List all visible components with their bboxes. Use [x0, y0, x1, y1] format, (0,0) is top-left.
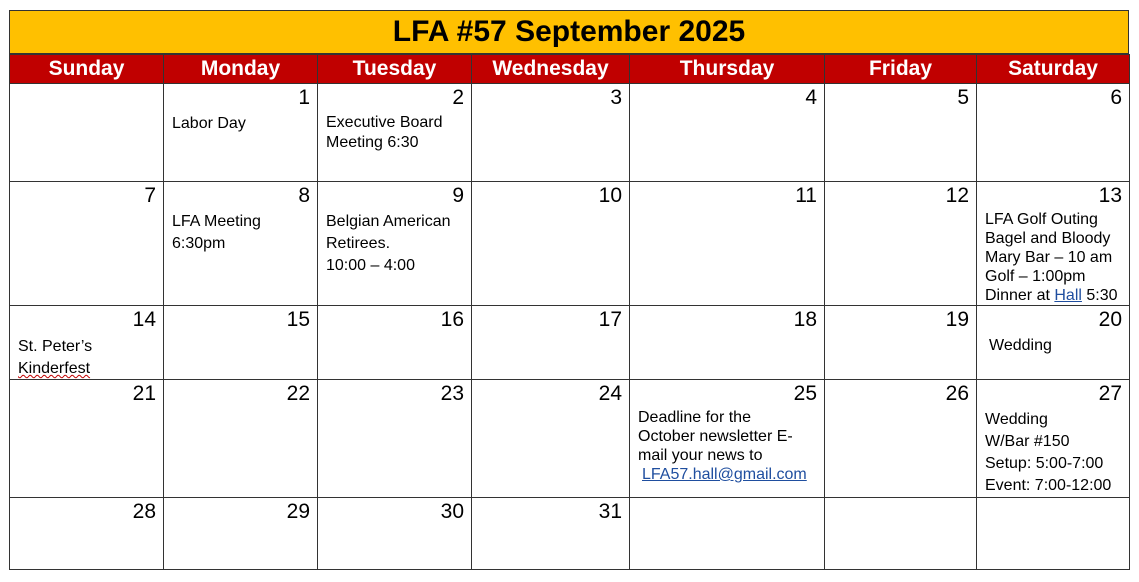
- day-number: 11: [795, 184, 817, 207]
- event-line: LFA Meeting: [172, 213, 261, 230]
- day-number: 20: [1098, 308, 1122, 331]
- day-number: 31: [598, 500, 622, 523]
- day-events: [985, 210, 1125, 305]
- day-number: 1: [298, 86, 310, 109]
- day-events: [985, 409, 1125, 497]
- day-cell-23: [318, 380, 472, 498]
- event-line: Retirees.: [326, 235, 391, 252]
- day-number: 3: [610, 86, 622, 109]
- day-events: [326, 211, 467, 277]
- day-cell-24: [472, 380, 630, 498]
- day-number: 21: [132, 382, 156, 405]
- day-cell-1: [164, 84, 318, 182]
- day-cell-empty: [825, 498, 977, 570]
- day-cell-10: [472, 182, 630, 306]
- event-line: 10:00 – 4:00: [326, 257, 415, 274]
- event-line: Kinderfest: [18, 360, 91, 377]
- event-line: Golf – 1:00pm: [985, 268, 1086, 285]
- day-cell-8: [164, 182, 318, 306]
- day-number: 15: [286, 308, 310, 331]
- event-line: Event: 7:00-12:00: [985, 477, 1112, 494]
- event-line: Meeting 6:30: [326, 134, 419, 151]
- day-number: 27: [1098, 382, 1122, 405]
- calendar-grid: [9, 54, 1130, 570]
- week-row-1: [10, 84, 1130, 182]
- day-number: 24: [598, 382, 622, 405]
- weekday-tuesday: Tuesday: [318, 55, 472, 84]
- day-number: 4: [805, 86, 817, 109]
- day-events: [989, 336, 1125, 356]
- day-cell-31: [472, 498, 630, 570]
- event-line: [985, 286, 1125, 305]
- event-line: [638, 465, 820, 484]
- day-number: 2: [452, 86, 464, 109]
- day-number: 23: [440, 382, 464, 405]
- day-events: [172, 211, 313, 255]
- day-cell-26: [825, 380, 977, 498]
- day-number: 22: [286, 382, 310, 405]
- week-row-2: [10, 182, 1130, 306]
- day-cell-14: [10, 306, 164, 380]
- day-cell-empty: [10, 84, 164, 182]
- day-cell-6: [977, 84, 1130, 182]
- weekday-monday: Monday: [164, 55, 318, 84]
- day-cell-3: [472, 84, 630, 182]
- event-text: 5:30: [1086, 287, 1118, 304]
- week-row-5: [10, 498, 1130, 570]
- day-number: 12: [945, 184, 969, 207]
- week-row-3: [10, 306, 1130, 380]
- weekday-wednesday: Wednesday: [472, 55, 630, 84]
- event-line: mail your news to: [638, 447, 763, 464]
- event-line: Wedding: [989, 337, 1052, 354]
- event-line: Deadline for the: [638, 409, 751, 426]
- day-cell-22: [164, 380, 318, 498]
- day-events: [172, 114, 313, 134]
- email-link[interactable]: LFA57.hall@gmail.com: [642, 466, 807, 483]
- day-number: 26: [945, 382, 969, 405]
- event-line: W/Bar #150: [985, 433, 1070, 450]
- event-line: October newsletter E-: [638, 428, 793, 445]
- day-number: 5: [957, 86, 969, 109]
- day-number: 14: [132, 308, 156, 331]
- weekday-sunday: Sunday: [10, 55, 164, 84]
- day-number: 18: [793, 308, 817, 331]
- day-cell-7: [10, 182, 164, 306]
- day-number: 17: [598, 308, 622, 331]
- day-cell-28: [10, 498, 164, 570]
- day-number: 6: [1110, 86, 1122, 109]
- day-cell-16: [318, 306, 472, 380]
- day-cell-15: [164, 306, 318, 380]
- day-cell-27: [977, 380, 1130, 498]
- hall-link[interactable]: Hall: [1054, 287, 1082, 304]
- day-number: 29: [286, 500, 310, 523]
- event-line: LFA Golf Outing: [985, 211, 1098, 228]
- event-line: 6:30pm: [172, 235, 226, 252]
- day-cell-2: [318, 84, 472, 182]
- day-number: 19: [945, 308, 969, 331]
- day-events: [18, 336, 159, 380]
- calendar-title: LFA #57 September 2025: [9, 10, 1129, 54]
- day-number: 28: [132, 500, 156, 523]
- day-cell-25: [630, 380, 825, 498]
- day-cell-18: [630, 306, 825, 380]
- day-number: 8: [298, 184, 310, 207]
- day-cell-17: [472, 306, 630, 380]
- day-number: 16: [440, 308, 464, 331]
- event-line: Labor Day: [172, 115, 246, 132]
- day-number: 25: [793, 382, 817, 405]
- event-text: Dinner at: [985, 287, 1050, 304]
- event-line: St. Peter’s: [18, 338, 93, 355]
- calendar: [9, 10, 1129, 570]
- day-cell-19: [825, 306, 977, 380]
- event-line: Setup: 5:00-7:00: [985, 455, 1104, 472]
- weekday-saturday: Saturday: [977, 55, 1130, 84]
- day-cell-9: [318, 182, 472, 306]
- day-cell-29: [164, 498, 318, 570]
- day-cell-empty: [630, 498, 825, 570]
- day-number: 13: [1098, 184, 1122, 207]
- day-events: [638, 408, 820, 484]
- event-line: Mary Bar – 10 am: [985, 249, 1113, 266]
- day-cell-12: [825, 182, 977, 306]
- day-events: [326, 113, 467, 153]
- day-number: 10: [598, 184, 622, 207]
- day-cell-empty: [977, 498, 1130, 570]
- day-number: 30: [440, 500, 464, 523]
- event-line: Executive Board: [326, 114, 443, 131]
- event-line: Bagel and Bloody: [985, 230, 1111, 247]
- weekday-header-row: [10, 55, 1130, 84]
- weekday-thursday: Thursday: [630, 55, 825, 84]
- day-cell-5: [825, 84, 977, 182]
- day-number: 7: [144, 184, 156, 207]
- day-cell-11: [630, 182, 825, 306]
- weekday-friday: Friday: [825, 55, 977, 84]
- day-cell-20: [977, 306, 1130, 380]
- week-row-4: [10, 380, 1130, 498]
- day-number: 9: [452, 184, 464, 207]
- day-cell-30: [318, 498, 472, 570]
- day-cell-21: [10, 380, 164, 498]
- event-line: Belgian American: [326, 213, 451, 230]
- day-cell-4: [630, 84, 825, 182]
- event-line: Wedding: [985, 411, 1048, 428]
- day-cell-13: [977, 182, 1130, 306]
